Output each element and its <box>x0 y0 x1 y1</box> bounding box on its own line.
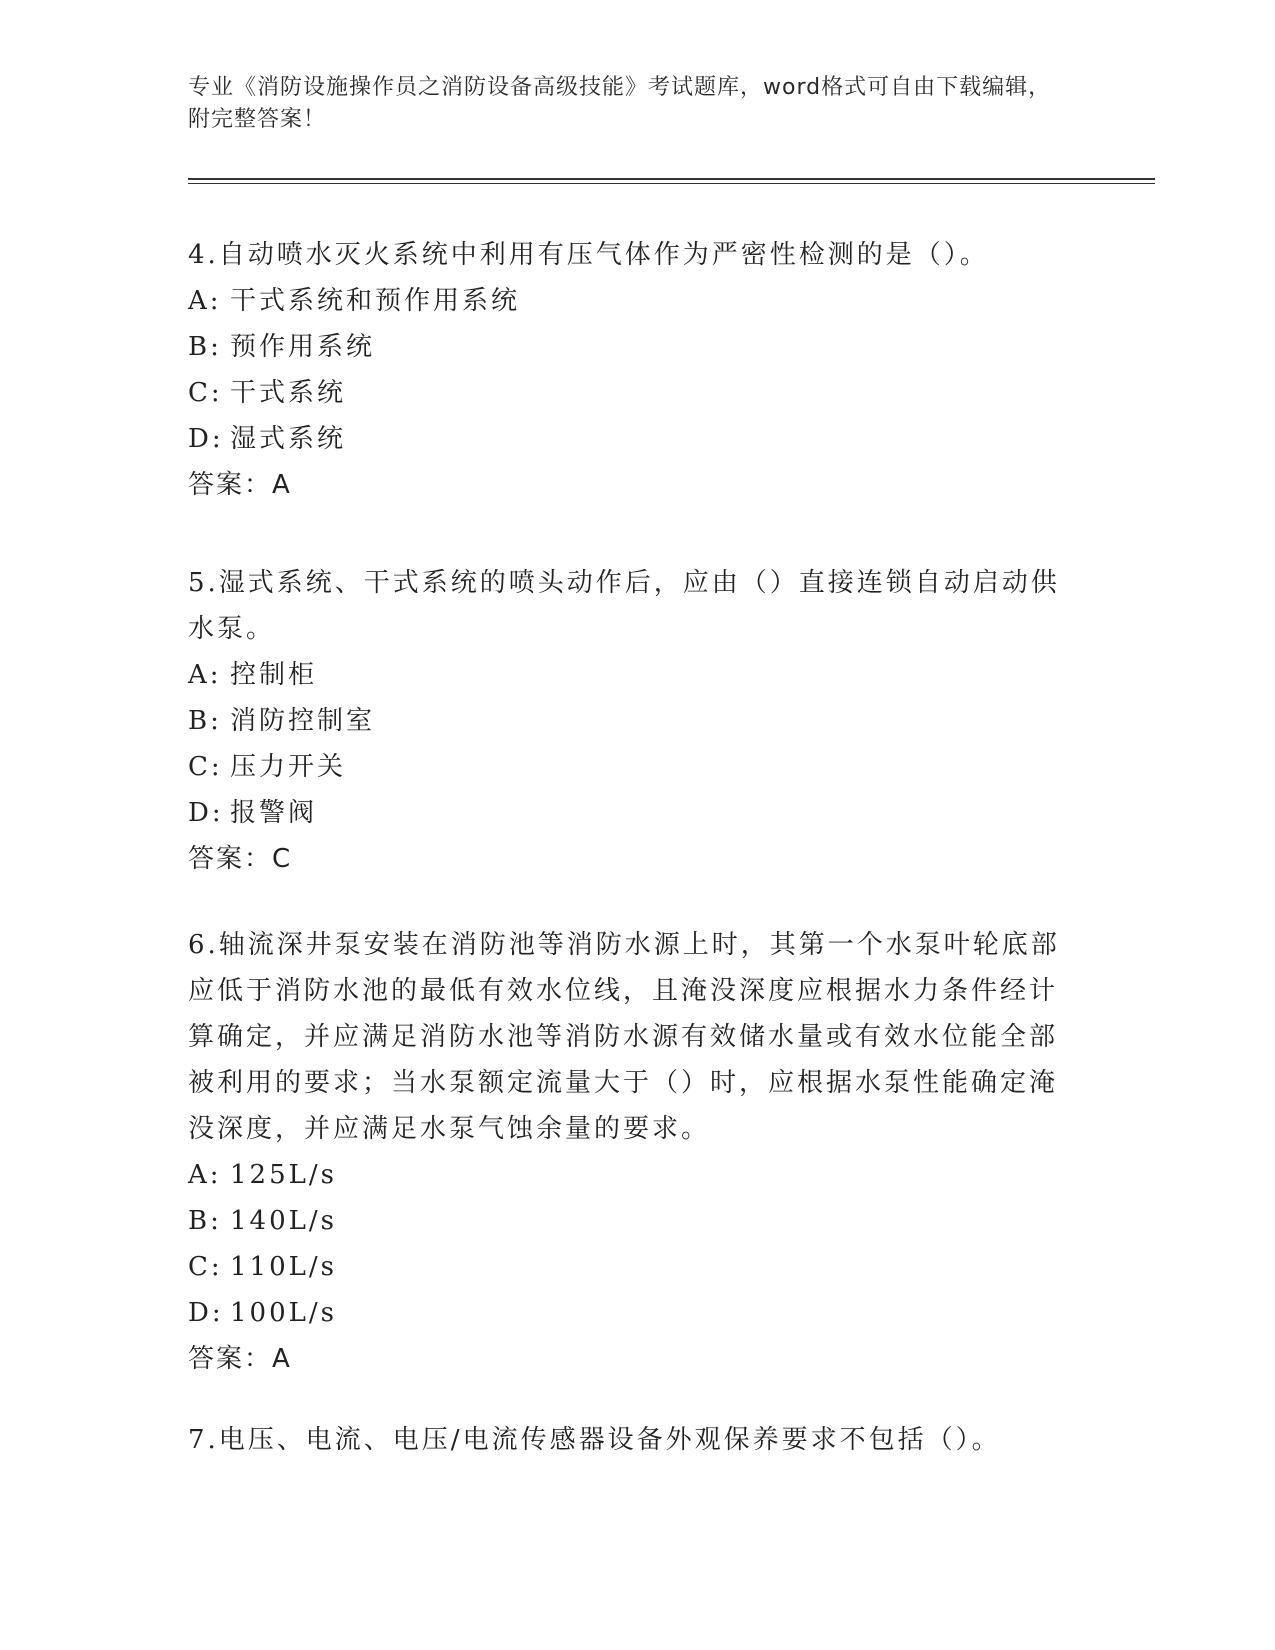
option-text: 100L/s <box>230 1298 337 1328</box>
question-stem: 5.湿式系统、干式系统的喷头动作后，应由（）直接连锁自动启动供水泵。 <box>188 568 1060 644</box>
question-6 <box>188 922 1068 1382</box>
option-text: 报警阀 <box>230 798 318 828</box>
option-key: C: <box>188 752 223 782</box>
option-key: A: <box>188 286 222 316</box>
option-text: 消防控制室 <box>230 706 376 736</box>
answer: 答案：A <box>188 1344 292 1374</box>
answer: 答案：C <box>188 844 293 874</box>
option-key: B: <box>188 332 222 362</box>
option-b <box>188 324 1068 370</box>
option-text: 压力开关 <box>230 752 347 782</box>
option-c <box>188 744 1068 790</box>
option-text: 控制柜 <box>230 660 318 690</box>
document-header: 专业《消防设施操作员之消防设备高级技能》考试题库，word格式可自由下载编辑，附完整答案！ <box>188 75 1052 132</box>
option-text: 预作用系统 <box>230 332 376 362</box>
option-key: D: <box>188 798 224 828</box>
option-text: 125L/s <box>230 1160 337 1190</box>
question-stem: 7.电压、电流、电压/电流传感器设备外观保养要求不包括（）。 <box>188 1425 1001 1455</box>
option-text: 干式系统 <box>230 378 347 408</box>
question-stem: 6.轴流深井泵安装在消防池等消防水源上时，其第一个水泵叶轮底部应低于消防水池的最低有效水位线，且淹没深度应根据水力条件经计算确定，并应满足消防水池等消防水源有效储水量或有效水位能全部被利用的要求；当水泵额定流量大于（）时，应根据水泵性能确定淹没深度，并应满足水泵气蚀余量的要求。 <box>188 930 1060 1144</box>
question-stem: 4.自动喷水灭火系统中利用有压气体作为严密性检测的是（）。 <box>188 240 989 270</box>
option-text: 湿式系统 <box>230 424 347 454</box>
option-key: B: <box>188 1206 222 1236</box>
question-4 <box>188 232 1068 508</box>
option-d <box>188 416 1068 462</box>
option-c <box>188 1244 1068 1290</box>
option-key: C: <box>188 378 223 408</box>
answer: 答案：A <box>188 470 292 500</box>
option-a <box>188 278 1068 324</box>
option-b <box>188 698 1068 744</box>
header-divider-thin <box>188 183 1155 184</box>
option-d <box>188 790 1068 836</box>
question-5 <box>188 560 1068 882</box>
option-key: A: <box>188 660 222 690</box>
option-text: 干式系统和预作用系统 <box>230 286 521 316</box>
option-text: 140L/s <box>230 1206 337 1236</box>
option-text: 110L/s <box>230 1252 337 1282</box>
question-7 <box>188 1417 1068 1463</box>
option-key: D: <box>188 1298 224 1328</box>
option-key: D: <box>188 424 224 454</box>
option-a <box>188 652 1068 698</box>
option-key: A: <box>188 1160 222 1190</box>
option-a <box>188 1152 1068 1198</box>
option-c <box>188 370 1068 416</box>
option-key: C: <box>188 1252 223 1282</box>
option-b <box>188 1198 1068 1244</box>
option-d <box>188 1290 1068 1336</box>
option-key: B: <box>188 706 222 736</box>
header-divider-thick <box>188 178 1155 180</box>
